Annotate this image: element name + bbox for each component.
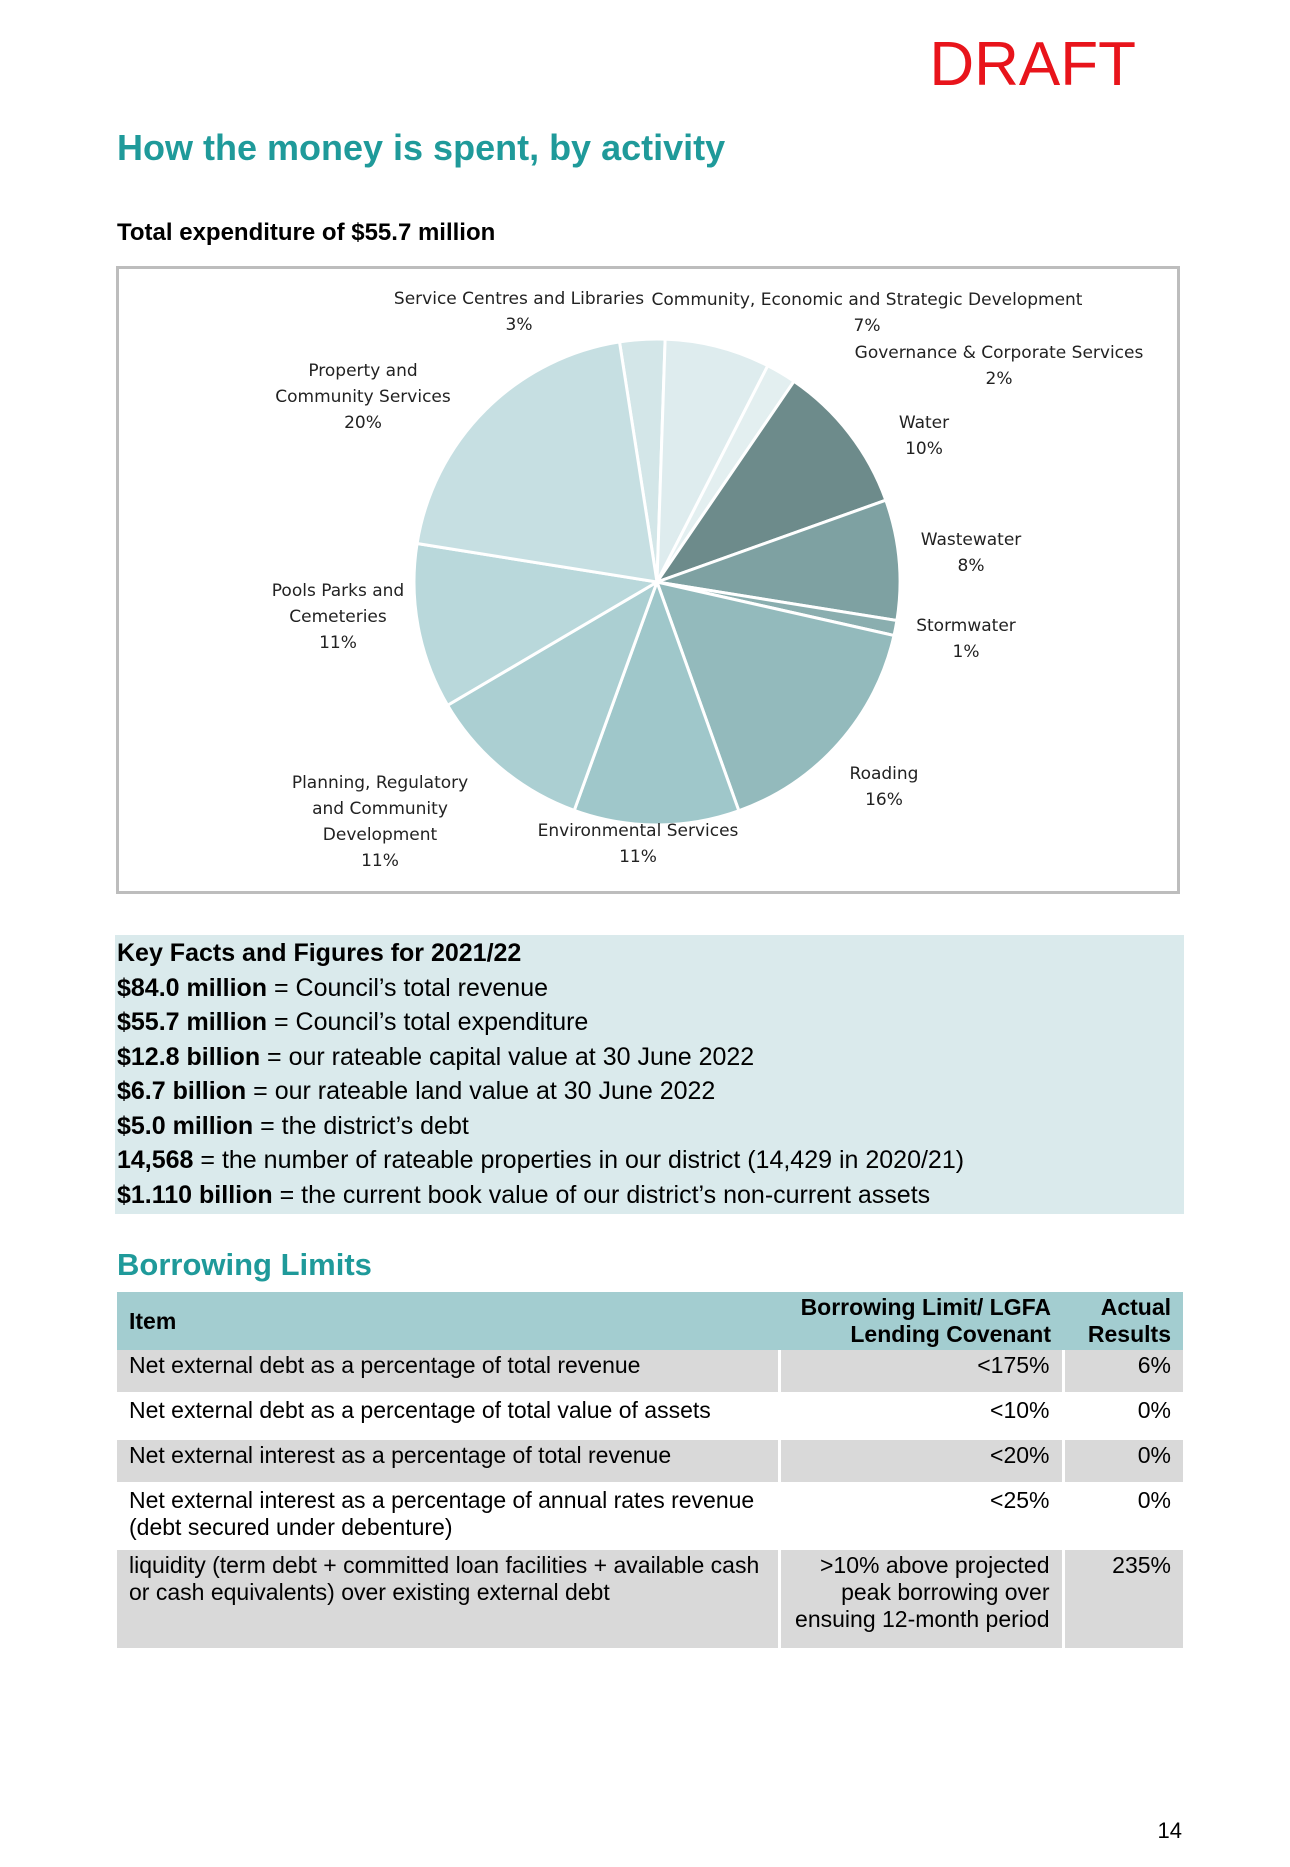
key-fact-row: $6.7 billion = our rateable land value at 30 June 2022 xyxy=(117,1077,716,1105)
table-row: Net external interest as a percentage of annual rates revenue (debt secured under debenture) <25% 0% xyxy=(117,1484,1183,1549)
key-facts-heading: Key Facts and Figures for 2021/22 xyxy=(117,939,522,967)
pie-slice-label: Service Centres and Libraries 3% xyxy=(393,289,645,335)
table-row: liquidity (term debt + committed loan facilities + available cash or cash equivalents) over existing external debt >10% above projected peak borrowing over ensuing 12-month period 235% xyxy=(117,1549,1183,1649)
col-header-item: Item xyxy=(117,1292,779,1350)
pie-slice-label: Planning, Regulatory and Community Development 11% xyxy=(291,773,469,871)
chart-subtitle: Total expenditure of $55.7 million xyxy=(117,219,496,246)
table-header-row xyxy=(117,1292,1183,1350)
expenditure-pie-chart xyxy=(119,269,1177,891)
pie-slice-label: Environmental Services 11% xyxy=(537,821,739,867)
pie-slice-label: Pools Parks and Cemeteries 11% xyxy=(271,581,405,653)
pie-chart-frame xyxy=(116,266,1180,894)
pie-slice-label: Governance & Corporate Services 2% xyxy=(854,343,1144,389)
pie-slice-label: Property and Community Services 20% xyxy=(275,361,451,433)
col-header-actual: Actual Results xyxy=(1063,1292,1183,1350)
pie-slice-label: Wastewater 8% xyxy=(920,530,1022,576)
pie-slice-label: Water 10% xyxy=(898,413,950,459)
key-facts-box xyxy=(115,935,1184,1214)
pie-slice xyxy=(417,342,657,582)
table-row: Net external debt as a percentage of total value of assets <10% 0% xyxy=(117,1394,1183,1439)
pie-slice-label: Roading 16% xyxy=(849,764,919,810)
pie-slice-label: Community, Economic and Strategic Development 7% xyxy=(651,290,1083,336)
table-row: Net external interest as a percentage of total revenue <20% 0% xyxy=(117,1439,1183,1484)
key-fact-row: $1.110 billion = the current book value of our district’s non-current assets xyxy=(117,1180,931,1209)
borrowing-limits-title: Borrowing Limits xyxy=(117,1247,372,1282)
key-fact-row: $84.0 million = Council’s total revenue xyxy=(117,973,549,1002)
key-fact-row: $55.7 million = Council’s total expenditure xyxy=(117,1008,589,1036)
key-fact-row: $5.0 million = the district’s debt xyxy=(117,1111,469,1140)
page-number: 14 xyxy=(1157,1818,1182,1843)
section-title: How the money is spent, by activity xyxy=(117,127,726,168)
pie-slice-label: Stormwater 1% xyxy=(916,616,1016,662)
table-row: Net external debt as a percentage of total revenue <175% 6% xyxy=(117,1350,1183,1394)
key-fact-row: $12.8 billion = our rateable capital value at 30 June 2022 xyxy=(117,1042,755,1071)
key-fact-row: 14,568 = the number of rateable properties in our district (14,429 in 2020/21) xyxy=(117,1146,965,1174)
draft-watermark: DRAFT xyxy=(929,30,1136,99)
col-header-limit: Borrowing Limit/ LGFA Lending Covenant xyxy=(779,1292,1063,1350)
borrowing-limits-table xyxy=(117,1292,1183,1648)
